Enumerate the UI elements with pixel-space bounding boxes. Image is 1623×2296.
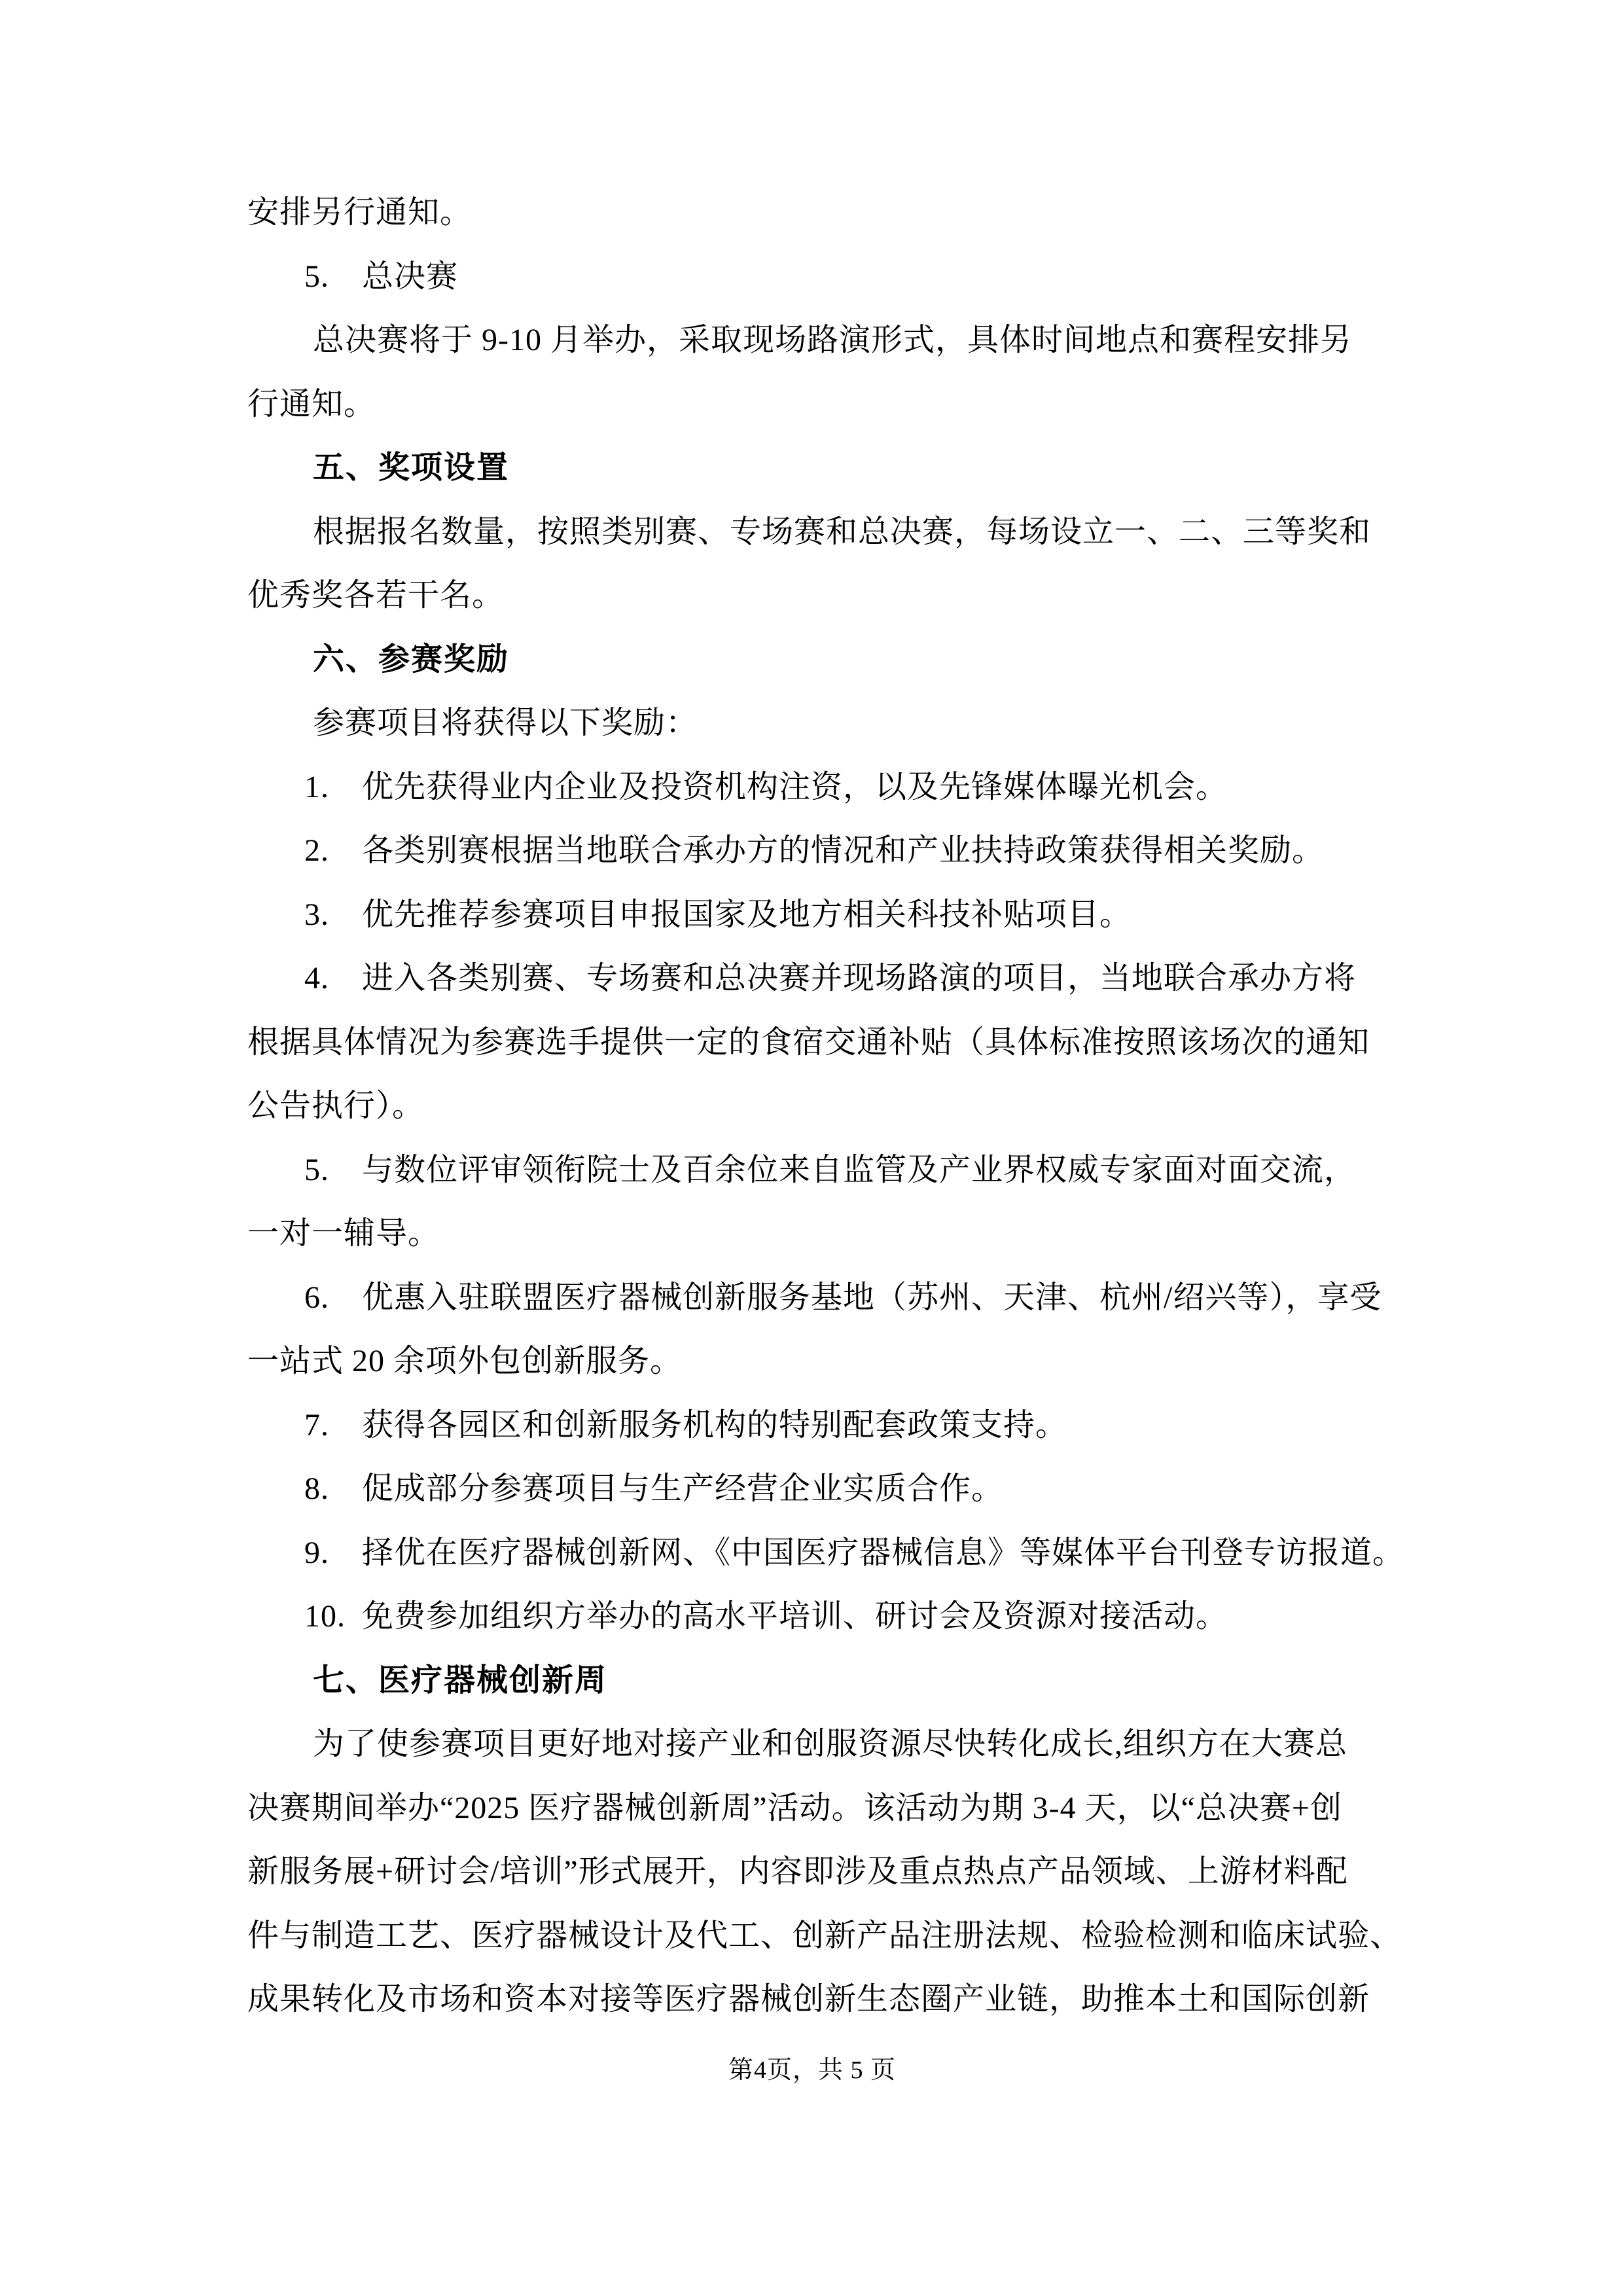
- numbered-list-item: [247, 1149, 1377, 1213]
- numbered-list-item: [247, 1467, 1377, 1532]
- list-text: 促成部分参赛项目与生产经营企业实质合作。: [362, 1471, 1004, 1506]
- list-number: 8.: [304, 1471, 329, 1506]
- text-line: 件与制造工艺、医疗器械设计及代工、创新产品注册法规、检验检测和临床试验、: [247, 1918, 1402, 1953]
- list-number: 5.: [304, 1152, 329, 1187]
- numbered-list-item: [247, 255, 1377, 319]
- list-text: 优惠入驻联盟医疗器械创新服务基地（苏州、天津、杭州/绍兴等），享受: [362, 1280, 1382, 1315]
- numbered-list-item: [247, 766, 1377, 830]
- document-body: [247, 191, 1405, 2042]
- text-line: 参赛项目将获得以下奖励：: [313, 706, 698, 740]
- text-line: 优秀奖各若干名。: [247, 578, 505, 613]
- list-text: 优先获得业内企业及投资机构注资，以及先锋媒体曝光机会。: [362, 769, 1228, 804]
- text-line: 新服务展+研讨会/培训”形式展开，内容即涉及重点热点产品领域、上游材料配: [247, 1854, 1348, 1889]
- list-number: 7.: [304, 1407, 329, 1443]
- list-text: 与数位评审领衔院士及百余位来自监管及产业界权威专家面对面交流，: [362, 1152, 1357, 1187]
- text-line: 总决赛将于 9-10 月举办，采取现场路演形式，具体时间地点和赛程安排另: [313, 323, 1352, 357]
- text-line: 为了使参赛项目更好地对接产业和创服资源尽快转化成长,组织方在大赛总: [313, 1727, 1348, 1761]
- numbered-list-item: [247, 829, 1377, 893]
- text-line: 根据报名数量，按照类别赛、专场赛和总决赛，每场设立一、二、三等奖和: [313, 514, 1372, 549]
- list-text: 各类别赛根据当地联合承办方的情况和产业扶持政策获得相关奖励。: [362, 833, 1325, 868]
- section-heading: 六、参赛奖励: [313, 641, 510, 677]
- section-heading: 五、奖项设置: [313, 450, 510, 485]
- list-text: 获得各园区和创新服务机构的特别配套政策支持。: [362, 1407, 1068, 1443]
- list-text: 免费参加组织方举办的高水平培训、研讨会及资源对接活动。: [362, 1599, 1228, 1634]
- text-line: 成果转化及市场和资本对接等医疗器械创新生态圈产业链，助推本土和国际创新: [247, 1982, 1370, 2017]
- numbered-list-item: [247, 1276, 1382, 1340]
- list-number: 2.: [304, 833, 329, 868]
- text-line: 行通知。: [247, 386, 376, 422]
- page-footer: 第4页，共 5 页: [728, 2056, 896, 2084]
- numbered-list-item: [247, 1404, 1377, 1468]
- text-line: 一站式 20 余项外包创新服务。: [247, 1344, 683, 1378]
- list-text: 进入各类别赛、专场赛和总决赛并现场路演的项目，当地联合承办方将: [362, 961, 1357, 996]
- numbered-list-item: [247, 1595, 1377, 1659]
- list-text: 总决赛: [362, 259, 459, 294]
- list-number: 3.: [304, 897, 329, 932]
- list-number: 6.: [304, 1280, 329, 1315]
- text-line: 公告执行）。: [247, 1088, 425, 1123]
- text-line: 安排另行通知。: [247, 195, 473, 230]
- numbered-list-item: [247, 957, 1377, 1021]
- numbered-list-item: [247, 1532, 1405, 1596]
- list-number: 4.: [304, 961, 329, 996]
- numbered-list-item: [247, 893, 1377, 958]
- list-text: 择优在医疗器械创新网、《中国医疗器械信息》等媒体平台刊登专访报道。: [362, 1535, 1405, 1570]
- list-number: 10.: [304, 1599, 346, 1634]
- text-line: 决赛期间举办“2025 医疗器械创新周”活动。该活动为期 3-4 天，以“总决赛+创: [247, 1790, 1342, 1825]
- list-text: 优先推荐参赛项目申报国家及地方相关科技补贴项目。: [362, 897, 1132, 932]
- list-number: 5.: [304, 259, 329, 294]
- list-number: 1.: [304, 769, 329, 804]
- list-number: 9.: [304, 1535, 329, 1570]
- text-line: 一对一辅导。: [247, 1216, 440, 1251]
- text-line: 根据具体情况为参赛选手提供一定的食宿交通补贴（具体标准按照该场次的通知: [247, 1024, 1370, 1060]
- section-heading: 七、医疗器械创新周: [313, 1662, 608, 1698]
